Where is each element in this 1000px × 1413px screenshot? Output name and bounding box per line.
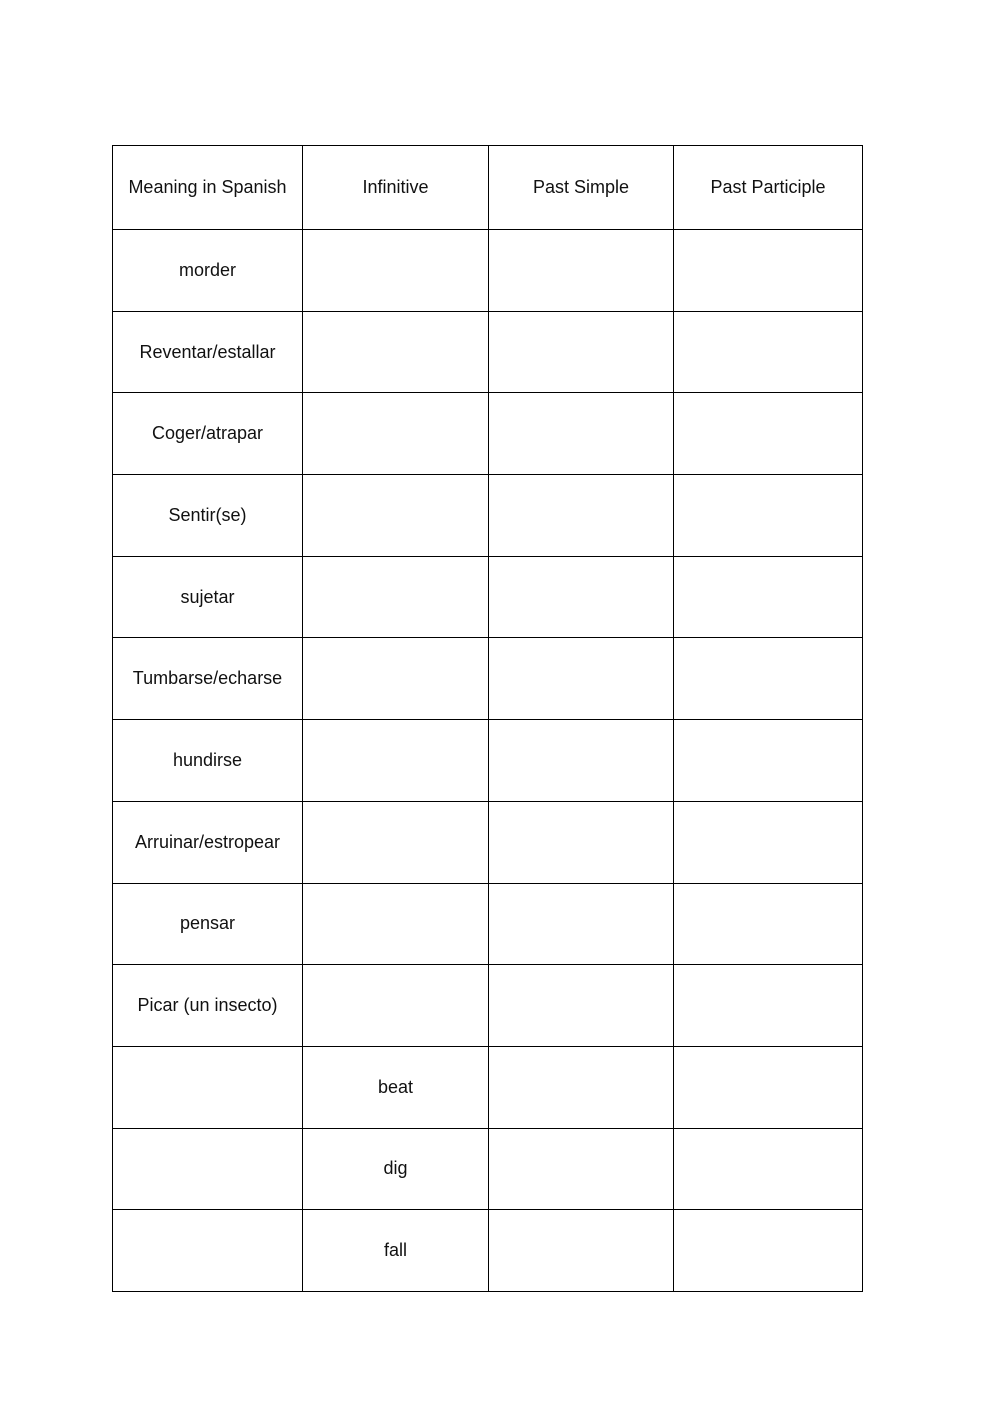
past-simple-cell[interactable] (489, 556, 674, 638)
header-row (113, 146, 863, 230)
infinitive-cell[interactable] (303, 883, 489, 965)
past-simple-cell[interactable] (489, 311, 674, 393)
past-participle-cell[interactable] (674, 638, 863, 720)
past-simple-cell[interactable] (489, 1046, 674, 1128)
infinitive-cell[interactable] (303, 475, 489, 557)
infinitive-cell: dig (303, 1128, 489, 1210)
table-row (113, 1128, 863, 1210)
infinitive-cell[interactable] (303, 393, 489, 475)
table-row (113, 801, 863, 883)
spanish-cell: Reventar/estallar (113, 311, 303, 393)
past-simple-cell[interactable] (489, 1128, 674, 1210)
past-participle-cell[interactable] (674, 1046, 863, 1128)
table-row (113, 393, 863, 475)
table-row (113, 1210, 863, 1292)
table-row (113, 311, 863, 393)
spanish-cell: pensar (113, 883, 303, 965)
past-simple-cell[interactable] (489, 1210, 674, 1292)
infinitive-cell[interactable] (303, 638, 489, 720)
past-participle-cell[interactable] (674, 475, 863, 557)
spanish-cell: hundirse (113, 720, 303, 802)
past-participle-cell[interactable] (674, 556, 863, 638)
table-row (113, 883, 863, 965)
infinitive-cell[interactable] (303, 965, 489, 1047)
infinitive-cell[interactable] (303, 311, 489, 393)
header-meaning-in-spanish: Meaning in Spanish (113, 146, 303, 230)
past-simple-cell[interactable] (489, 393, 674, 475)
past-simple-cell[interactable] (489, 230, 674, 312)
past-participle-cell[interactable] (674, 1210, 863, 1292)
verb-table (112, 145, 863, 1292)
spanish-cell: sujetar (113, 556, 303, 638)
past-participle-cell[interactable] (674, 1128, 863, 1210)
spanish-cell[interactable] (113, 1128, 303, 1210)
past-simple-cell[interactable] (489, 801, 674, 883)
table-row (113, 230, 863, 312)
table-row (113, 638, 863, 720)
infinitive-cell: fall (303, 1210, 489, 1292)
past-participle-cell[interactable] (674, 720, 863, 802)
infinitive-cell[interactable] (303, 720, 489, 802)
spanish-cell: Arruinar/estropear (113, 801, 303, 883)
infinitive-cell[interactable] (303, 230, 489, 312)
past-participle-cell[interactable] (674, 801, 863, 883)
spanish-cell: Sentir(se) (113, 475, 303, 557)
spanish-cell: Coger/atrapar (113, 393, 303, 475)
spanish-cell[interactable] (113, 1210, 303, 1292)
past-simple-cell[interactable] (489, 965, 674, 1047)
past-simple-cell[interactable] (489, 883, 674, 965)
table-row (113, 1046, 863, 1128)
table-row (113, 965, 863, 1047)
past-simple-cell[interactable] (489, 475, 674, 557)
infinitive-cell[interactable] (303, 801, 489, 883)
infinitive-cell: beat (303, 1046, 489, 1128)
past-simple-cell[interactable] (489, 720, 674, 802)
past-participle-cell[interactable] (674, 311, 863, 393)
infinitive-cell[interactable] (303, 556, 489, 638)
past-participle-cell[interactable] (674, 230, 863, 312)
past-simple-cell[interactable] (489, 638, 674, 720)
table-row (113, 556, 863, 638)
past-participle-cell[interactable] (674, 393, 863, 475)
spanish-cell: morder (113, 230, 303, 312)
header-infinitive: Infinitive (303, 146, 489, 230)
table-row (113, 720, 863, 802)
header-past-simple: Past Simple (489, 146, 674, 230)
header-past-participle: Past Participle (674, 146, 863, 230)
spanish-cell: Tumbarse/echarse (113, 638, 303, 720)
past-participle-cell[interactable] (674, 883, 863, 965)
spanish-cell: Picar (un insecto) (113, 965, 303, 1047)
past-participle-cell[interactable] (674, 965, 863, 1047)
table-row (113, 475, 863, 557)
spanish-cell[interactable] (113, 1046, 303, 1128)
